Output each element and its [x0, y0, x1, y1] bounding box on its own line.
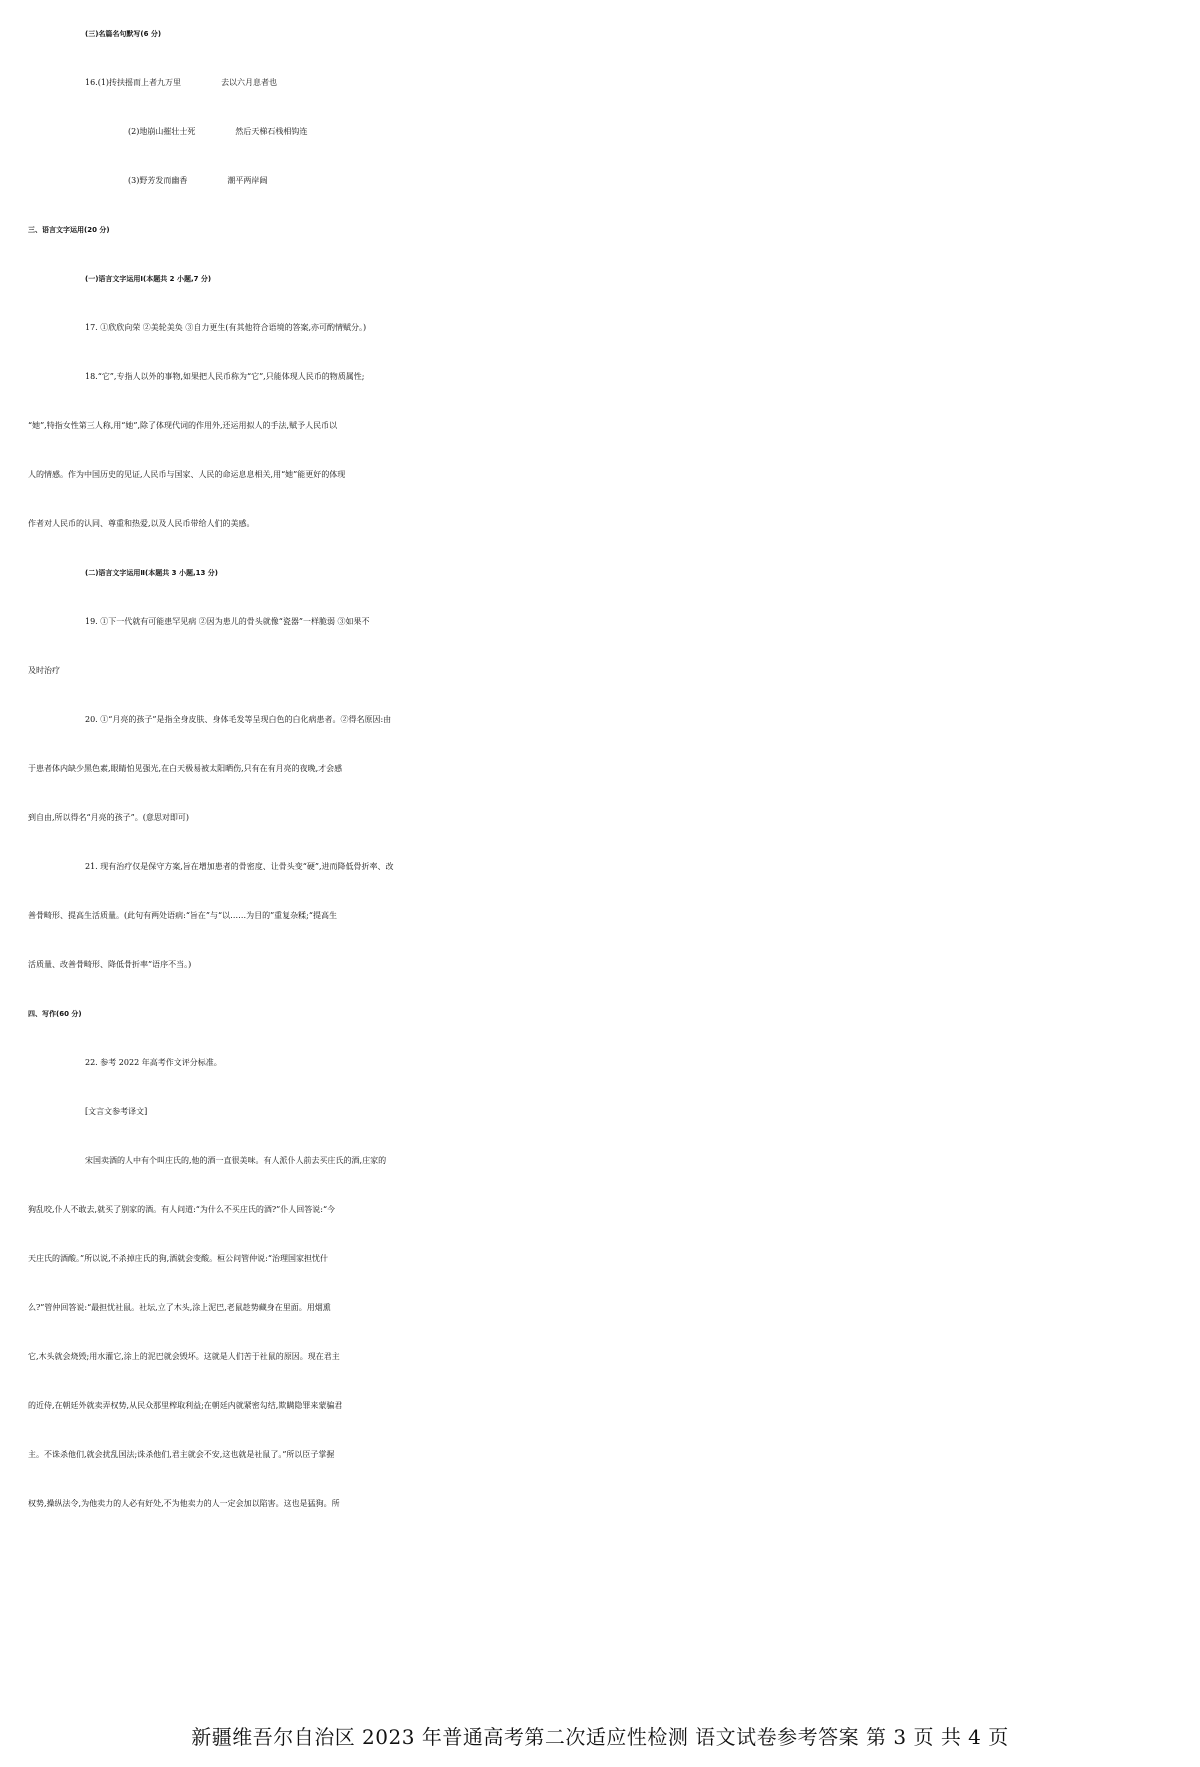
q20-line-3: 到自由,所以得名“月亮的孩子”。(意思对即可)	[28, 813, 189, 822]
translation-line-3: 天庄氏的酒酸。”所以说,不杀掉庄氏的狗,酒就会变酸。桓公问管仲说:“治理国家担忧什	[28, 1254, 328, 1263]
q21-line-2: 善骨畸形、提高生活质量。(此句有两处语病:“旨在”与“以……为目的”重复杂糅;“提高生	[28, 911, 337, 920]
q18-line-2: “她”,特指女性第三人称,用“她”,除了体现代词的作用外,还运用拟人的手法,赋予人民币以	[28, 421, 338, 430]
section-heading-writing: 四、写作(60 分)	[28, 1010, 82, 1018]
q16-3-second-half: 潮平两岸阔	[227, 176, 268, 185]
q19-line-2: 及时治疗	[28, 666, 60, 675]
q22-answer: 22. 参考 2022 年高考作文评分标准。	[85, 1058, 222, 1067]
section-heading-famous-lines: (三)名篇名句默写(6 分)	[85, 30, 162, 38]
q16-1-first-half: 16.(1)抟扶摇而上者九万里	[85, 78, 182, 87]
q20-line-1: 20. ①“月亮的孩子”是指全身皮肤、身体毛发等呈现白色的白化病患者。②得名原因:由	[85, 715, 392, 724]
translation-line-2: 狗乱咬,仆人不敢去,就买了别家的酒。有人问道:“为什么不买庄氏的酒?”仆人回答说:“今	[28, 1205, 336, 1214]
q16-line-3	[0, 161, 1200, 201]
translation-line-6: 的近侍,在朝廷外就卖弄权势,从民众那里榨取利益;在朝廷内就紧密勾结,欺瞒隐罪来蒙骗君	[28, 1401, 343, 1410]
page-footer: 新疆维吾尔自治区 2023 年普通高考第二次适应性检测 语文试卷参考答案 第 3 页 共 4 页	[191, 1725, 1009, 1749]
subsection-heading-language-use-2: (二)语言文字运用Ⅱ(本题共 3 小题,13 分)	[85, 569, 218, 577]
q18-line-1: 18.“它”,专指人以外的事物,如果把人民币称为“它”,只能体现人民币的物质属性;	[85, 372, 365, 381]
translation-line-1: 宋国卖酒的人中有个叫庄氏的,他的酒一直很美味。有人派仆人前去买庄氏的酒,庄家的	[85, 1156, 387, 1165]
translation-line-7: 主。不诛杀他们,就会扰乱国法;诛杀他们,君主就会不安,这也就是社鼠了。”所以臣子掌握	[28, 1450, 335, 1459]
q21-line-1: 21. 现有治疗仅是保守方案,旨在增加患者的骨密度、让骨头变“硬”,进而降低骨折率、改	[85, 862, 394, 871]
q20-line-2: 于患者体内缺少黑色素,眼睛怕见强光,在白天极易被太阳晒伤,只有在有月亮的夜晚,才会感	[28, 764, 343, 773]
q16-1-second-half: 去以六月息者也	[221, 78, 278, 87]
q18-line-3: 人的情感。作为中国历史的见证,人民币与国家、人民的命运息息相关,用“她”能更好的体现	[28, 470, 346, 479]
translation-line-5: 它,木头就会烧毁;用水灌它,涂上的泥巴就会毁坏。这就是人们苦于社鼠的原因。现在君主	[28, 1352, 340, 1361]
subsection-heading-language-use-1: (一)语言文字运用Ⅰ(本题共 2 小题,7 分)	[85, 275, 212, 283]
q21-line-3: 活质量、改善骨畸形、降低骨折率”语序不当。)	[28, 960, 192, 969]
q16-2-second-half: 然后天梯石栈相钩连	[235, 127, 308, 136]
translation-heading: [文言文参考译文]	[85, 1107, 148, 1116]
q17-answer: 17. ①欣欣向荣 ②美轮美奂 ③自力更生(有其他符合语境的答案,亦可酌情赋分。)	[85, 323, 367, 332]
q16-line-1	[0, 63, 1200, 103]
section-heading-language-use: 三、语言文字运用(20 分)	[28, 226, 110, 234]
translation-line-4: 么?”管仲回答说:“最担忧社鼠。社坛,立了木头,涂上泥巴,老鼠趁势藏身在里面。用烟熏	[28, 1303, 331, 1312]
q16-2-first-half: (2)地崩山摧壮士死	[128, 127, 196, 136]
q18-line-4: 作者对人民币的认同、尊重和热爱,以及人民币带给人们的美感。	[28, 519, 255, 528]
q19-line-1: 19. ①下一代就有可能患罕见病 ②因为患儿的骨头就像“瓷器”一样脆弱 ③如果不	[85, 617, 370, 626]
q16-line-2	[0, 112, 1200, 152]
q16-3-first-half: (3)野芳发而幽香	[128, 176, 188, 185]
translation-line-8: 权势,操纵法令,为他卖力的人必有好处,不为他卖力的人一定会加以陷害。这也是猛狗。所	[28, 1499, 340, 1508]
